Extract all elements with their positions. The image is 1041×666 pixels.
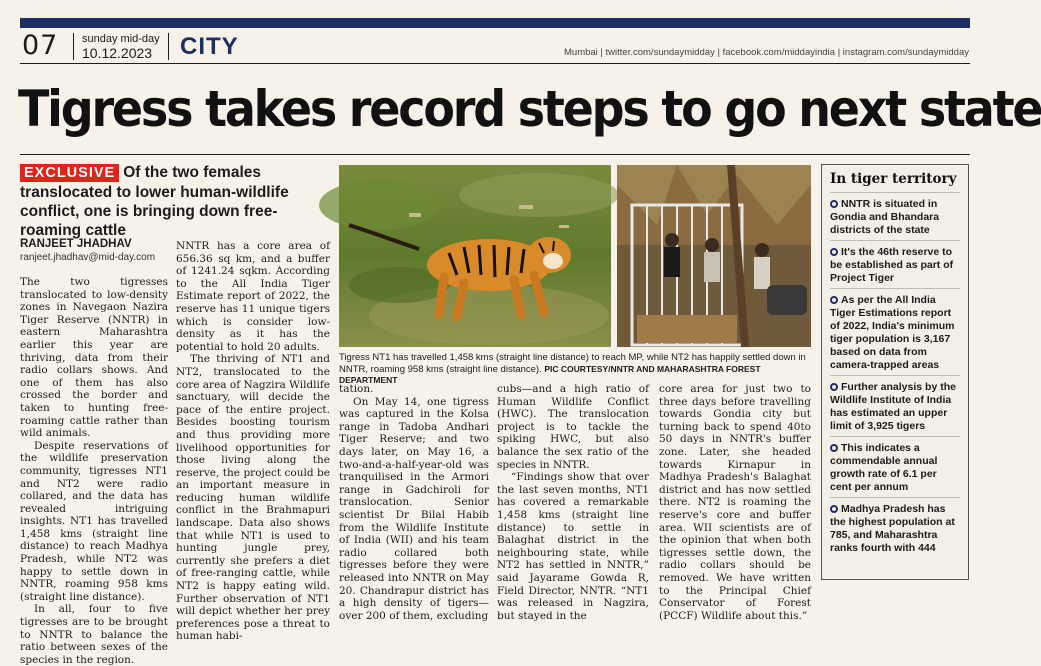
sidebar-title: In tiger territory — [830, 171, 957, 187]
bullet-icon — [830, 248, 838, 256]
sidebar-item-text: It's the 46th reserve to be established as part of Project Tiger — [830, 246, 954, 284]
paragraph: On May 14, one tigress was captured in the Kolsa range in Tadoba Andhari Tiger Reserve; and two days later, on May 16, a two-and-a-half-year-old was tranquilised in the Armori range in Gadchiroli for translocation. Senior scientist Dr Bilal Habib from the Wildlife Institute of India (WII) and his team radio collared both tigresses before they were released into NNTR on May 20. Chandrapur district has a high density of tigers—over 200 of them, excluding — [339, 395, 489, 622]
social-links: Mumbai | twitter.com/sundaymidday | facebook.com/middayindia | instagram.com/sundaymidday — [564, 47, 969, 58]
masthead-divider — [168, 33, 169, 60]
sidebar-item-text: NNTR is situated in Gondia and Bhandara districts of the state — [830, 198, 940, 236]
edition-date — [82, 33, 160, 61]
sidebar-item — [830, 192, 960, 237]
sidebar-item — [830, 436, 960, 494]
sidebar-item-text: Further analysis by the Wildlife Institute of India has estimated an upper limit of 3,925 tigers — [830, 381, 956, 432]
caption-text: Tigress NT1 has travelled 1,458 kms (straight line distance) to reach MP, while NT2 has happily settled down in NNTR, roaming 958 kms (straight line distance). — [339, 352, 806, 375]
paragraph: NNTR has a core area of 656.36 sq km, and a buffer of 1241.24 sqkm. According to the All India Tiger Estimate report of 2022, the reserve has 11 unique tigers which is consider low-density as it has the potential to hold 20 adults. — [176, 240, 330, 353]
bullet-icon — [830, 383, 838, 391]
sidebar-item-text: Madhya Pradesh has the highest population at 785, and Maharashtra ranks fourth with 444 — [830, 503, 955, 554]
photo-credit: PIC COURTESY/NNTR AND MAHARASHTRA FOREST DEPARTMENT — [339, 363, 761, 385]
paragraph: cubs—and a high ratio of Human Wildlife Conflict (HWC). The translocation project is to tackle the spiking HWC, but also balance the sex ratio of the species in NNTR. — [497, 383, 649, 471]
edition-name: sunday mid-day — [82, 33, 160, 45]
bullet-icon — [830, 296, 838, 304]
release-illustration — [617, 165, 811, 347]
page-number: 07 — [22, 30, 59, 61]
headline-rule — [20, 154, 970, 155]
paragraph: core area for just two to three days before travelling towards Gondia city but turning back to spend 40to 50 days in NNTR's buffer zone. Later, she headed towards Kirnapur in Madhya Pradesh's Balaghat district and has now settled there. NT2 is roaming the reserve's core and buffer area. WII scientists are of the opinion that when both tigresses settle down, the radio collars should be removed. We have written to the Principal Chief Conservator of Forest (PCCF) Wildlife about this.” — [659, 383, 811, 622]
exclusive-badge: EXCLUSIVE — [20, 164, 119, 182]
info-sidebar — [821, 164, 969, 580]
article-column-5 — [659, 383, 811, 622]
bullet-icon — [830, 200, 838, 208]
photo-caption — [339, 352, 811, 387]
paragraph: tation. — [339, 383, 374, 395]
sidebar-item — [830, 375, 960, 433]
kicker-text: Of the two females translocated to lower human-wildlife conflict, one is bringing down free-roaming cattle — [20, 164, 289, 239]
release-photo — [617, 165, 811, 347]
kicker — [20, 163, 330, 240]
sidebar-item — [830, 497, 960, 555]
paragraph: In all, four to five tigresses are to be brought to NNTR to balance the ratio between sexes of the species in the region. — [20, 603, 168, 666]
bullet-icon — [830, 444, 838, 452]
article-column-3 — [339, 383, 489, 622]
paragraph: Despite reservations of the wildlife preservation community, tigresses NT1 and NT2 were radio collared, and the data has revealed intriguing insights. NT1 has travelled 1,458 kms (straight line distance) to reach Madhya Pradesh, while NT2 was happy to settle down in NNTR, roaming 958 kms (straight line distance). — [20, 439, 168, 603]
sidebar-item — [830, 288, 960, 372]
article-column-2 — [176, 240, 330, 643]
tiger-photo — [339, 165, 611, 347]
sidebar-item-text: This indicates a commendable annual growth rate of 6.1 per cent per annum — [830, 442, 938, 493]
tiger-illustration — [339, 165, 611, 347]
byline-email: ranjeet.jhadhav@mid-day.com — [20, 252, 156, 263]
article-column-1 — [20, 276, 168, 666]
paragraph: The two tigresses translocated to low-density zones in Navegaon Nazira Tiger Reserve (NNTR) in eastern Maharashtra earlier this year are thriving, data from their radio collars shows. And one of them has also crossed the border and taken to hunting free-roaming cattle rather than wild animals. — [20, 276, 168, 440]
sidebar-item-text: As per the All India Tiger Estimations report of 2022, India's minimum tiger population is 3,167 based on data from camera-trapped areas — [830, 294, 955, 371]
headline: Tigress takes record steps to go next state — [18, 80, 1041, 138]
masthead-rule — [20, 63, 970, 64]
paragraph: “Findings show that over the last seven months, NT1 has covered a remarkable 1,458 kms (straight line distance) to settle in Balaghat district in the neighbouring state, while NT2 has settled in NNTR,” said Jayarame Gowda R, Field Director, NNTR. “NT1 was released in Nagzira, but stayed in the — [497, 471, 649, 622]
section-title: CITY — [180, 33, 239, 60]
top-color-bar — [20, 18, 970, 28]
article-column-4 — [497, 383, 649, 622]
byline-name: RANJEET JHADHAV — [20, 238, 132, 250]
issue-date: 10.12.2023 — [82, 45, 153, 61]
paragraph: The thriving of NT1 and NT2, translocated to the core area of Nagzira Wildlife sanctuary, will decide the pace of the entire project. Besides boosting tourism and thus providing more livelihood opportunities for those living along the reserve, the project could be an important measure in reducing human wildlife conflict in the Brahmapuri landscape. Data also shows that while NT1 is used to hunting jungle prey, currently she prefers a diet of free-ranging cattle, while NT2 is happy eating wild. Further observation of NT1 will depict whether her prey preferences pose a threat to human habi- — [176, 353, 330, 643]
bullet-icon — [830, 505, 838, 513]
masthead-divider — [73, 33, 74, 60]
sidebar-item — [830, 240, 960, 285]
